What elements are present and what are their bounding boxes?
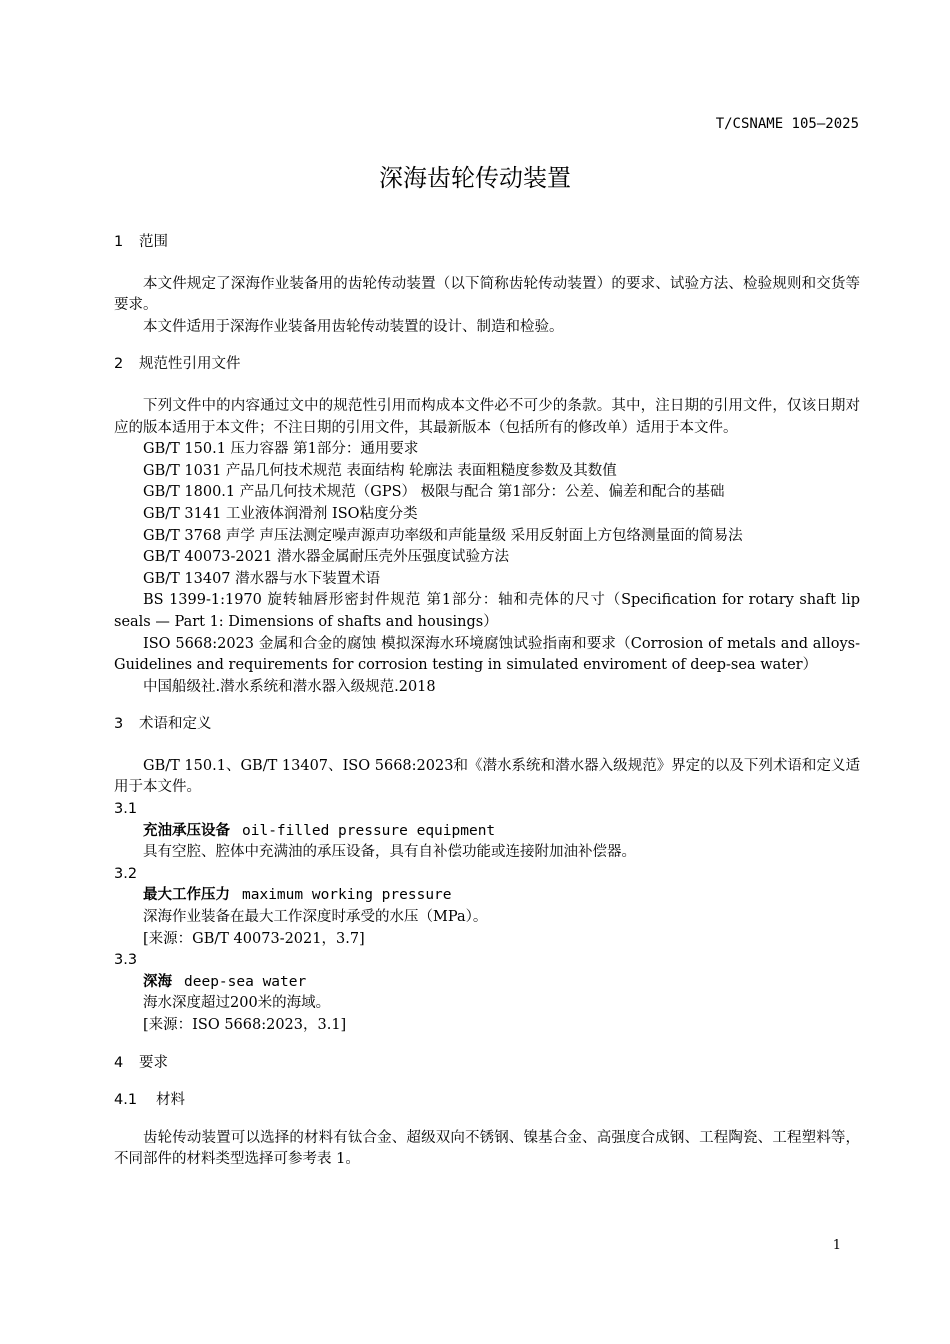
term-zh: 最大工作压力 — [143, 887, 230, 904]
term-definition: 深海作业装备在最大工作深度时承受的水压（MPa）。 — [143, 909, 488, 926]
subsection-heading-4-1 — [114, 1090, 860, 1112]
paragraph: 下列文件中的内容通过文中的规范性引用而构成本文件必不可少的条款。其中，注日期的引用文件，仅该日期对应的版本适用于本文件；不注日期的引用文件，其最新版本（包括所有的修改单）适用于本文件。 — [114, 397, 860, 436]
reference-item: ISO 5668:2023 金属和合金的腐蚀 模拟深海水环境腐蚀试验指南和要求（Corrosion of metals and alloys-Guidelines and requirements for corrosion testing in simulated enviroment of deep-sea water） — [114, 635, 860, 674]
section-title: 范围 — [139, 234, 168, 250]
page-number: 1 — [832, 1238, 841, 1253]
section-number: 1 — [114, 234, 124, 250]
term-en: oil-filled pressure equipment — [242, 822, 496, 839]
section-heading-3 — [114, 714, 860, 736]
section-title: 规范性引用文件 — [139, 356, 241, 373]
section-heading-2 — [114, 354, 860, 376]
section-number: 2 — [114, 356, 124, 373]
reference-item: GB/T 3141 工业液体润滑剂 ISO粘度分类 — [143, 505, 418, 522]
section-title: 术语和定义 — [139, 716, 212, 733]
reference-item: 中国船级社.潜水系统和潜水器入级规范.2018 — [143, 678, 436, 695]
reference-item: GB/T 40073-2021 潜水器金属耐压壳外压强度试验方法 — [143, 549, 509, 566]
document-body — [114, 232, 860, 1171]
term-name — [114, 821, 860, 843]
reference-item: BS 1399-1:1970 旋转轴唇形密封件规范 第1部分：轴和壳体的尺寸（Specification for rotary shaft lip seals — Part 1: Dimensions of shafts and housings） — [114, 592, 860, 630]
term-number: 3.2 — [114, 865, 138, 882]
term-en: deep-sea water — [184, 973, 307, 990]
section-heading-1 — [114, 232, 860, 254]
term-zh: 深海 — [143, 973, 172, 990]
reference-item: GB/T 1800.1 产品几何技术规范（GPS） 极限与配合 第1部分：公差、偏差和配合的基础 — [143, 484, 725, 501]
reference-item: GB/T 1031 产品几何技术规范 表面结构 轮廓法 表面粗糙度参数及其数值 — [143, 462, 617, 479]
subsection-number: 4.1 — [114, 1092, 138, 1109]
term-definition: 海水深度超过200米的海域。 — [143, 995, 331, 1012]
reference-item: GB/T 13407 潜水器与水下装置术语 — [143, 570, 381, 587]
term-name — [114, 972, 860, 994]
subsection-title: 材料 — [156, 1092, 185, 1109]
paragraph: 本文件适用于深海作业装备用齿轮传动装置的设计、制造和检验。 — [143, 318, 564, 335]
section-title: 要求 — [139, 1054, 168, 1071]
term-name — [114, 885, 860, 907]
term-number: 3.1 — [114, 801, 138, 818]
paragraph: 齿轮传动装置可以选择的材料有钛合金、超级双向不锈钢、镍基合金、高强度合成钢、工程陶瓷、工程塑料等，不同部件的材料类型选择可参考表 1。 — [114, 1129, 860, 1168]
reference-item: GB/T 3768 声学 声压法测定噪声源声功率级和声能量级 采用反射面上方包络测量面的简易法 — [143, 527, 743, 544]
section-number: 4 — [114, 1054, 124, 1071]
term-en: maximum working pressure — [242, 887, 452, 904]
paragraph: 本文件规定了深海作业装备用的齿轮传动装置（以下简称齿轮传动装置）的要求、试验方法、检验规则和交货等要求。 — [114, 275, 860, 314]
document-code: T/CSNAME 105—2025 — [715, 116, 859, 132]
section-heading-4 — [114, 1053, 860, 1075]
document-title: 深海齿轮传动装置 — [379, 164, 571, 192]
section-number: 3 — [114, 716, 124, 733]
term-source: [来源：ISO 5668:2023，3.1] — [143, 1017, 347, 1033]
term-definition: 具有空腔、腔体中充满油的承压设备，具有自补偿功能或连接附加油补偿器。 — [143, 844, 636, 861]
term-number: 3.3 — [114, 952, 138, 969]
term-zh: 充油承压设备 — [143, 822, 230, 839]
paragraph: GB/T 150.1、GB/T 13407、ISO 5668:2023和《潜水系统和潜水器入级规范》界定的以及下列术语和定义适用于本文件。 — [114, 757, 860, 796]
term-source: [来源：GB/T 40073-2021，3.7] — [143, 930, 365, 947]
reference-item: GB/T 150.1 压力容器 第1部分：通用要求 — [143, 441, 419, 458]
